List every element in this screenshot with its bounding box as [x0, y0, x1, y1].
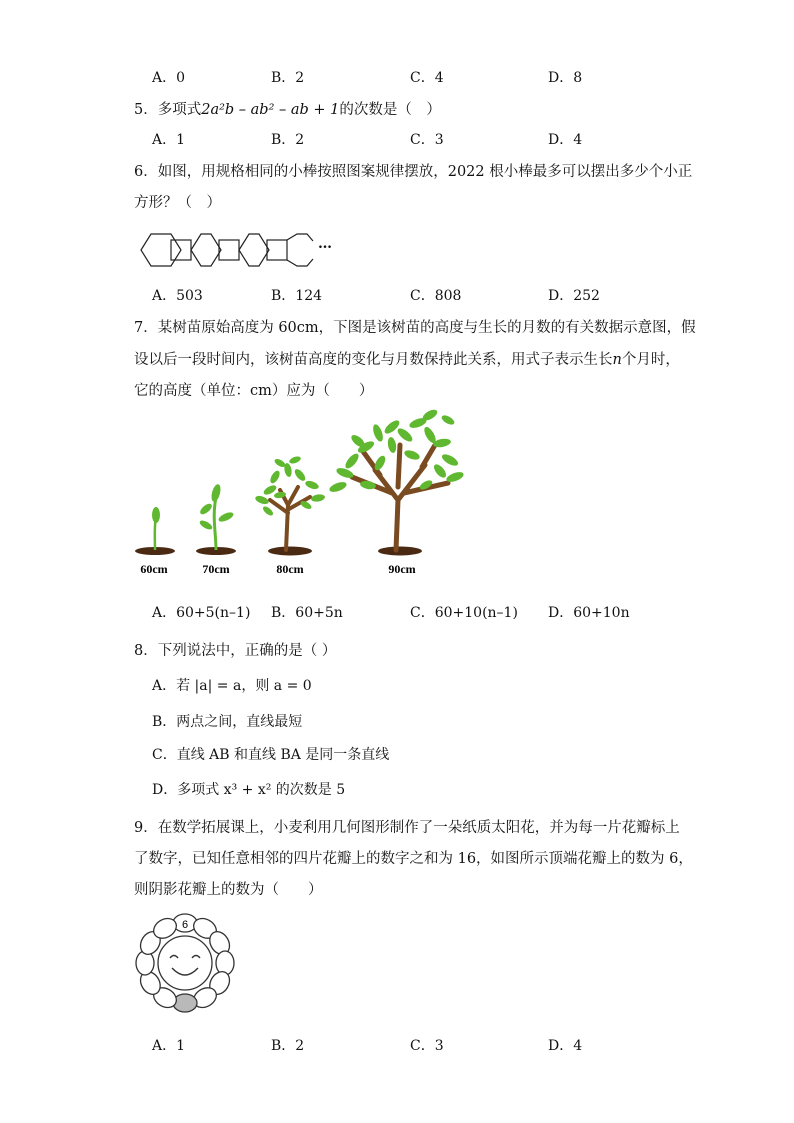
- q5-suffix: 的次数是（ ）: [339, 102, 441, 118]
- q6-line1: 6．如图，用规格相同的小棒按照图案规律摆放，2022 根小棒最多可以摆出多少个小正: [134, 164, 693, 180]
- q5-option-b: B．2: [271, 132, 305, 148]
- q7-option-d: D．60+10n: [548, 605, 630, 621]
- shaded-petal: [173, 994, 197, 1012]
- q8-stem: 8．下列说法中，正确的是（ ）: [134, 643, 337, 659]
- caption-60cm: 60cm: [140, 562, 168, 576]
- q8-option-a: A．若 |a| = a，则 a = 0: [152, 678, 312, 694]
- q6-stick-pattern-figure: [138, 231, 328, 271]
- q6-option-a: A．503: [152, 288, 203, 304]
- q7-option-b: B．60+5n: [271, 605, 343, 621]
- q4-option-c: C．4: [410, 70, 444, 86]
- top-petal-number: 6: [181, 919, 189, 931]
- q7-line2-a: 设以后一段时间内，该树苗高度的变化与月数保持此关系，用式子表示生长: [134, 352, 613, 368]
- q8-option-c: C．直线 AB 和直线 BA 是同一条直线: [152, 747, 390, 763]
- q6-option-c: C．808: [410, 288, 462, 304]
- q4-option-a: A．0: [152, 70, 186, 86]
- q5-prefix: 5．多项式: [134, 102, 202, 118]
- q4-option-d: D．8: [548, 70, 583, 86]
- q7-option-a: A．60+5(n–1): [152, 605, 251, 621]
- q9-line2: 了数字，已知任意相邻的四片花瓣上的数字之和为 16，如图所示顶端花瓣上的数为 6，: [134, 851, 693, 867]
- big-tree-90cm: [328, 408, 465, 556]
- caption-80cm: 80cm: [276, 562, 304, 576]
- seedling-70cm: [196, 483, 236, 555]
- q9-sunflower-figure: [132, 910, 238, 1016]
- q9-line1: 9．在数学拓展课上，小麦利用几何图形制作了一朵纸质太阳花，并为每一片花瓣标上: [134, 820, 680, 836]
- caption-90cm: 90cm: [388, 562, 416, 576]
- q7-line2: [134, 348, 680, 369]
- q9-option-b: B．2: [271, 1038, 305, 1054]
- q5-stem: [134, 98, 441, 119]
- q8-option-b: B．两点之间，直线最短: [152, 714, 303, 730]
- q9-option-a: A．1: [152, 1038, 186, 1054]
- small-tree-80cm: [254, 455, 325, 555]
- q5-option-d: D．4: [548, 132, 583, 148]
- petal: [136, 951, 154, 975]
- caption-70cm: 70cm: [202, 562, 230, 576]
- q7-option-c: C．60+10(n–1): [410, 605, 518, 621]
- sprout-60cm: [135, 507, 175, 555]
- q9-option-d: D．4: [548, 1038, 583, 1054]
- q9-option-c: C．3: [410, 1038, 444, 1054]
- q7-line3: 它的高度（单位：cm）应为（ ）: [134, 383, 374, 399]
- q9-line3: 则阴影花瓣上的数为（ ）: [134, 882, 323, 898]
- q7-line2-b: 个月时，: [621, 352, 680, 368]
- q5-option-c: C．3: [410, 132, 444, 148]
- q7-tree-growth-figure: [130, 405, 470, 585]
- q6-option-d: D．252: [548, 288, 600, 304]
- q6-line2: 方形？（ ）: [134, 195, 221, 211]
- q7-line1: 7．某树苗原始高度为 60cm，下图是该树苗的高度与生长的月数的有关数据示意图，假: [134, 320, 696, 336]
- q7-variable-n: n: [612, 352, 622, 368]
- q4-option-b: B．2: [271, 70, 305, 86]
- petal: [216, 951, 234, 975]
- q8-option-d: D．多项式 x³ + x² 的次数是 5: [152, 782, 346, 798]
- q6-option-b: B．124: [271, 288, 323, 304]
- q5-expression: 2a²b – ab² – ab + 1: [201, 102, 340, 118]
- q6-ellipsis: …: [318, 236, 332, 252]
- q5-option-a: A．1: [152, 132, 186, 148]
